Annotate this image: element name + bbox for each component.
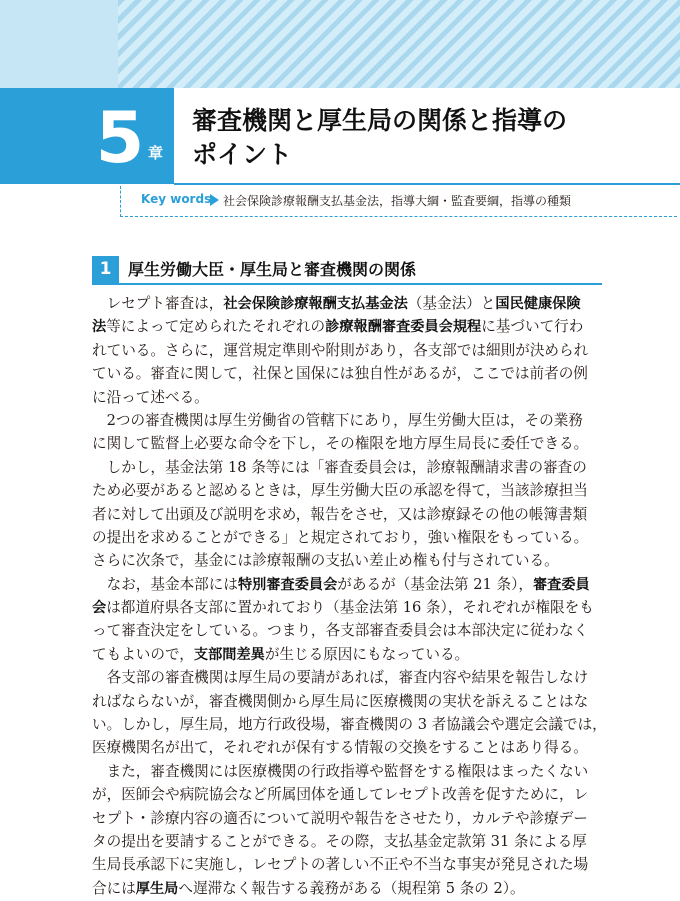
keyword-term: 特別審査委員会 [237,576,338,593]
text-segment: 各支部の審査機関は厚生局の要請があれば，審査内容や結果を報告しなけ [92,669,589,687]
body-line [92,503,602,526]
text-segment: しかし，基金法第 18 条等には「審査委員会は，診療報酬請求書の審査の [92,458,587,476]
text-segment: てもよいので， [92,645,194,663]
body-line [92,456,602,479]
chapter-title-line-2: ポイント [192,140,293,169]
text-segment: ている。審査に関して，社保と国保には独自性があるが，ここでは前者の例 [92,365,588,383]
keyword-term: 審査委員 [532,576,590,593]
text-segment: は都道府県各支部に置かれており（基金法第 16 条），それぞれが権限をも [106,599,594,617]
text-segment: に関して監督上必要な命令を下し，その権限を地方厚生局長に委任できる。 [92,435,589,453]
body-line [92,432,602,455]
text-segment: 2つの審査機関は厚生労働省の管轄下にあり，厚生労働大臣は，その業務 [92,411,583,429]
text-segment: が，医師会や病院協会など所属団体を通してレセプト改善を促すために，レ [92,786,589,804]
keywords-text: 社会保険診療報酬支払基金法，指導大綱・監査要綱，指導の種類 [223,194,572,208]
body-line [92,479,602,502]
text-segment: レセプト審査は， [92,295,224,312]
text-segment: があるが（基金法第 21 条）， [337,575,533,593]
keyword-term: 診療報酬審査委員会規程 [325,319,482,336]
chapter-title-line-1: 審査機関と厚生局の関係と指導の [192,106,568,135]
body-line [92,830,602,853]
text-segment: タの提出を要請することができる。その際，支払基金定款第 31 条による厚 [92,832,587,850]
section-heading [92,254,602,285]
chapter-title [192,104,662,172]
keyword-term: 社会保険診療報酬支払基金法 [223,296,408,312]
body-line [92,409,602,432]
text-segment: へ遅滞なく報告する義務がある（規程第 5 条の 2）。 [178,879,525,897]
body-line [92,736,602,759]
body-line [92,596,602,619]
text-segment: い。しかし，厚生局，地方行政役場，審査機関の 3 者協議会や選定会議では， [92,716,607,734]
text-segment: なお，基金本部には [92,575,238,593]
chapter-underline [174,183,680,185]
body-line [92,666,602,689]
body-line [92,619,602,642]
keywords-label: Key words [141,192,212,206]
text-segment: （基金法）と [407,295,496,312]
chapter-suffix: 章 [148,144,164,162]
keyword-term: 国民健康保険 [495,296,581,312]
body-line [92,362,602,385]
body-line [92,386,602,409]
text-segment: 生局長承認下に実施し，レセプトの著しい不正や不当な事実が発見された場 [92,856,589,874]
keyword-term: 支部間差異 [193,646,265,663]
body-line [92,526,602,549]
body-line [92,760,602,783]
body-line [92,549,602,572]
text-segment: セプト・診療内容の適否について説明や報告をさせたり，カルテや診療デー [92,809,588,827]
chapter-number: 5 [95,97,145,179]
body-text [92,292,607,900]
section-number: 1 [92,256,119,283]
text-segment: に基づいて行わ [481,318,584,336]
body-line [92,339,602,362]
text-segment: また，審査機関には医療機関の行政指導や監督をする権限はまったくない [92,762,589,780]
text-segment: れている。さらに，運営規定準則や附則があり，各支部では細則が決められ [92,341,589,359]
text-segment: ため必要があると認めるときは，厚生労働大臣の承認を得て，当該診療担当 [92,482,588,500]
keyword-term: 厚生局 [135,880,179,897]
header-hatch-pattern [118,0,680,88]
keywords-box [120,186,677,217]
body-line [92,690,602,713]
body-line [92,643,602,666]
text-segment: 合には [92,879,136,897]
text-segment: の提出を求めることができる」と規定されており，強い権限をもっている。 [92,528,589,546]
text-segment: って審査決定をしている。つまり，各支部審査委員会は本部決定に従わなく [92,622,589,640]
keywords-arrow-icon [210,194,219,206]
text-segment: 者に対して出頭及び説明を求め，報告をさせ，又は診療録その他の帳簿書類 [92,505,588,523]
body-line [92,877,602,900]
keyword-term: 会 [92,600,107,617]
chapter-number-block [0,88,174,184]
body-line [92,783,602,806]
body-line [92,315,602,338]
body-line [92,292,602,315]
text-segment: さらに次条で，基金には診療報酬の支払い差止め権も付与されている。 [92,552,559,570]
body-line [92,807,602,830]
body-line [92,713,607,736]
text-segment: に沿って述べる。 [92,388,209,406]
text-segment: 等によって定められたそれぞれの [106,318,326,336]
text-segment: ればならないが，審査機関側から厚生局に医療機関の実状を訴えることはな [92,692,589,710]
text-segment: が生じる原因にもなっている。 [264,645,470,663]
body-line [92,853,602,876]
section-title: 厚生労働大臣・厚生局と審査機関の関係 [128,260,417,279]
body-line [92,573,602,596]
text-segment: 医療機関名が出て，それぞれが保有する情報の交換をすることはあり得る。 [92,739,588,757]
keyword-term: 法 [92,319,107,336]
